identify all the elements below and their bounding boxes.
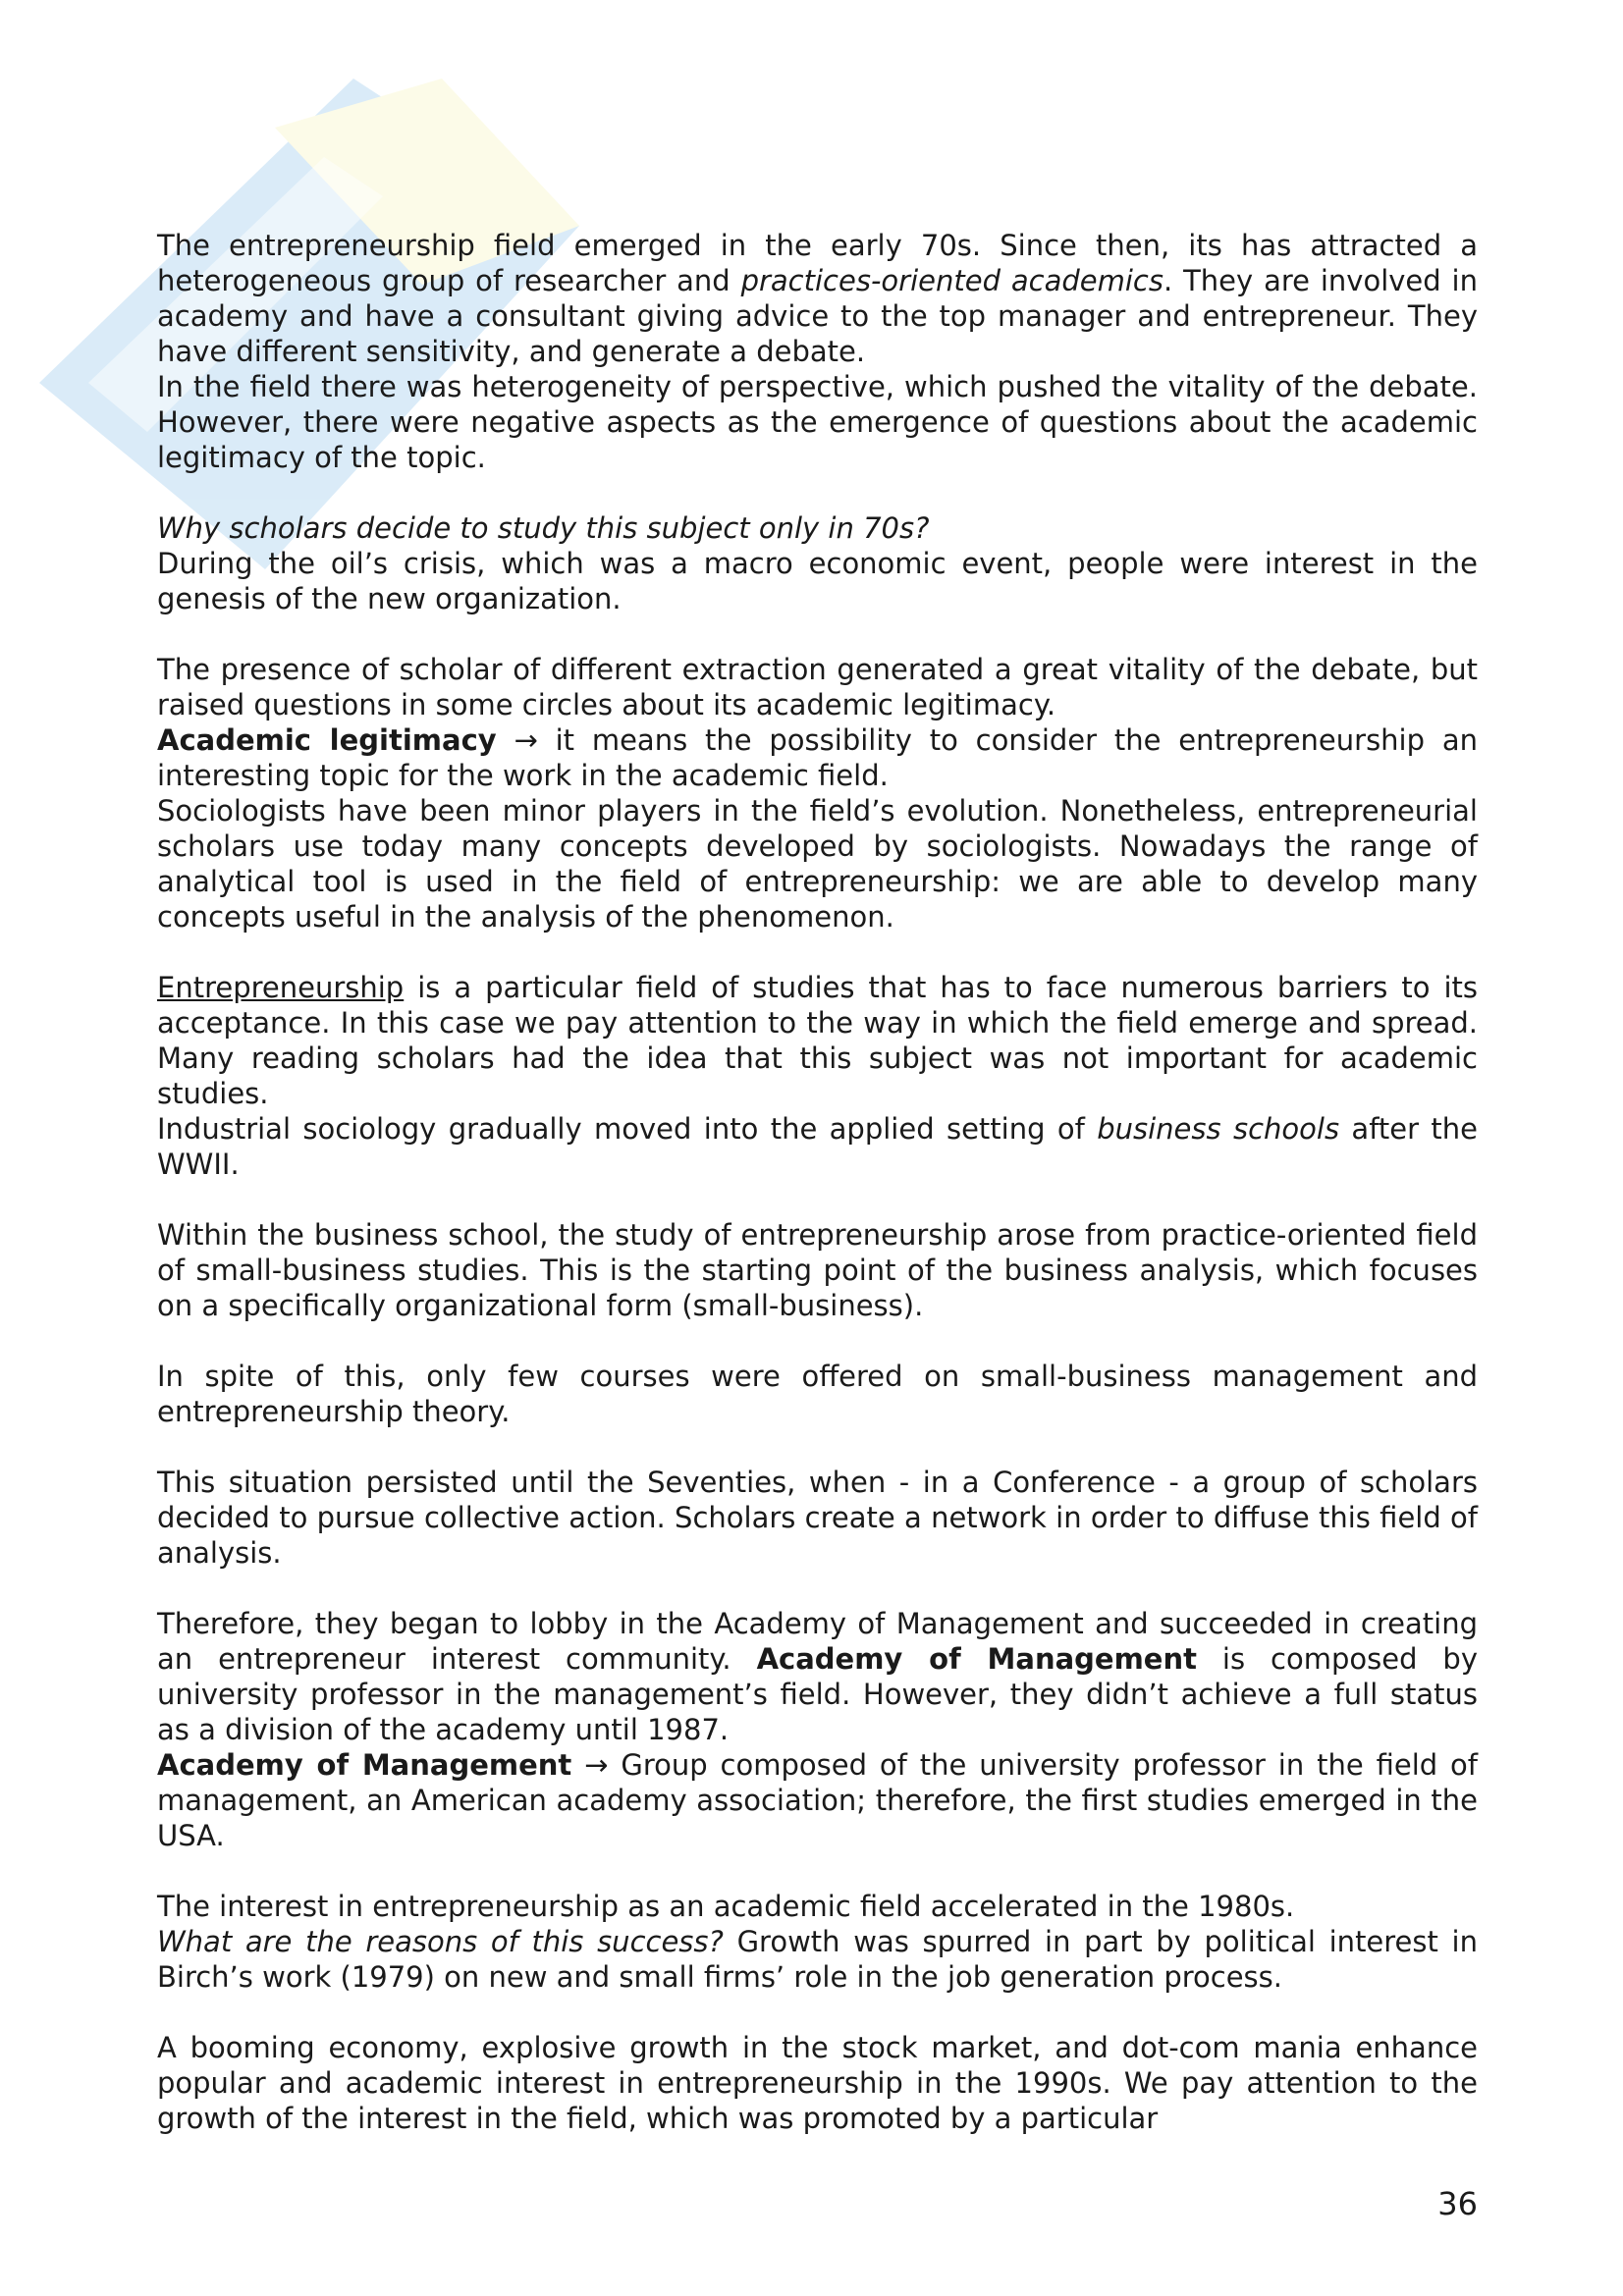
paragraph: The interest in entrepreneurship as an academic field accelerated in the 1980s. [157, 1890, 1295, 1923]
paragraph: In spite of this, only few courses were offered on small-business management and entrepreneurship theory. [157, 1360, 1478, 1428]
paragraph: Entrepreneurship is a particular field of studies that has to face numerous barriers to its acceptance. In this case we pay attention to the way in which the field emerge and spread. Many reading scholars had the idea that this subject was not important for academic studies. [157, 971, 1478, 1110]
paragraph: The presence of scholar of different extraction generated a great vitality of the debate, but raised questions in some circles about its academic legitimacy. [157, 653, 1478, 721]
question-heading: Why scholars decide to study this subject only in 70s? [157, 511, 930, 545]
paragraph: In the field there was heterogeneity of perspective, which pushed the vitality of the debate. However, there were negative aspects as the emergence of questions about the academic legitimacy of the topic. [157, 370, 1478, 474]
paragraph: Industrial sociology gradually moved into the applied setting of business schools after the WWII. [157, 1112, 1478, 1181]
definition: Academy of Management → Group composed of the university professor in the field of management, an American academy association; therefore, the first studies emerged in the USA. [157, 1748, 1478, 1852]
paragraph: The entrepreneurship field emerged in the early 70s. Since then, its has attracted a heterogeneous group of researcher and practices-oriented academics. They are involved in academy and have a consultant giving advice to the top manager and entrepreneur. They have different sensitivity, and generate a debate. [157, 229, 1478, 368]
page-number: 36 [1437, 2185, 1478, 2222]
paragraph: During the oil’s crisis, which was a macro economic event, people were interest in the genesis of the new organization. [157, 547, 1478, 615]
paragraph: Within the business school, the study of entrepreneurship arose from practice-oriented field of small-business studies. This is the starting point of the business analysis, which focuses on a specifically organizational form (small-business). [157, 1218, 1478, 1322]
document-body [157, 228, 1478, 2136]
definition: Academic legitimacy → it means the possibility to consider the entrepreneurship an interesting topic for the work in the academic field. [157, 723, 1478, 792]
paragraph: This situation persisted until the Seventies, when - in a Conference - a group of scholars decided to pursue collective action. Scholars create a network in order to diffuse this field of analysis. [157, 1466, 1478, 1570]
paragraph: Therefore, they began to lobby in the Academy of Management and succeeded in creating an entrepreneur interest community. Academy of Management is composed by university professor in the management’s field. However, they didn’t achieve a full status as a division of the academy until 1987. [157, 1607, 1478, 1746]
paragraph: A booming economy, explosive growth in the stock market, and dot-com mania enhance popular and academic interest in entrepreneurship in the 1990s. We pay attention to the growth of the interest in the field, which was promoted by a particular [157, 2031, 1478, 2135]
paragraph: Sociologists have been minor players in the field’s evolution. Nonetheless, entrepreneurial scholars use today many concepts developed by sociologists. Nowadays the range of analytical tool is used in the field of entrepreneurship: we are able to develop many concepts useful in the analysis of the phenomenon. [157, 794, 1478, 934]
paragraph: What are the reasons of this success? Growth was spurred in part by political interest in Birch’s work (1979) on new and small firms’ role in the job generation process. [157, 1925, 1478, 1994]
